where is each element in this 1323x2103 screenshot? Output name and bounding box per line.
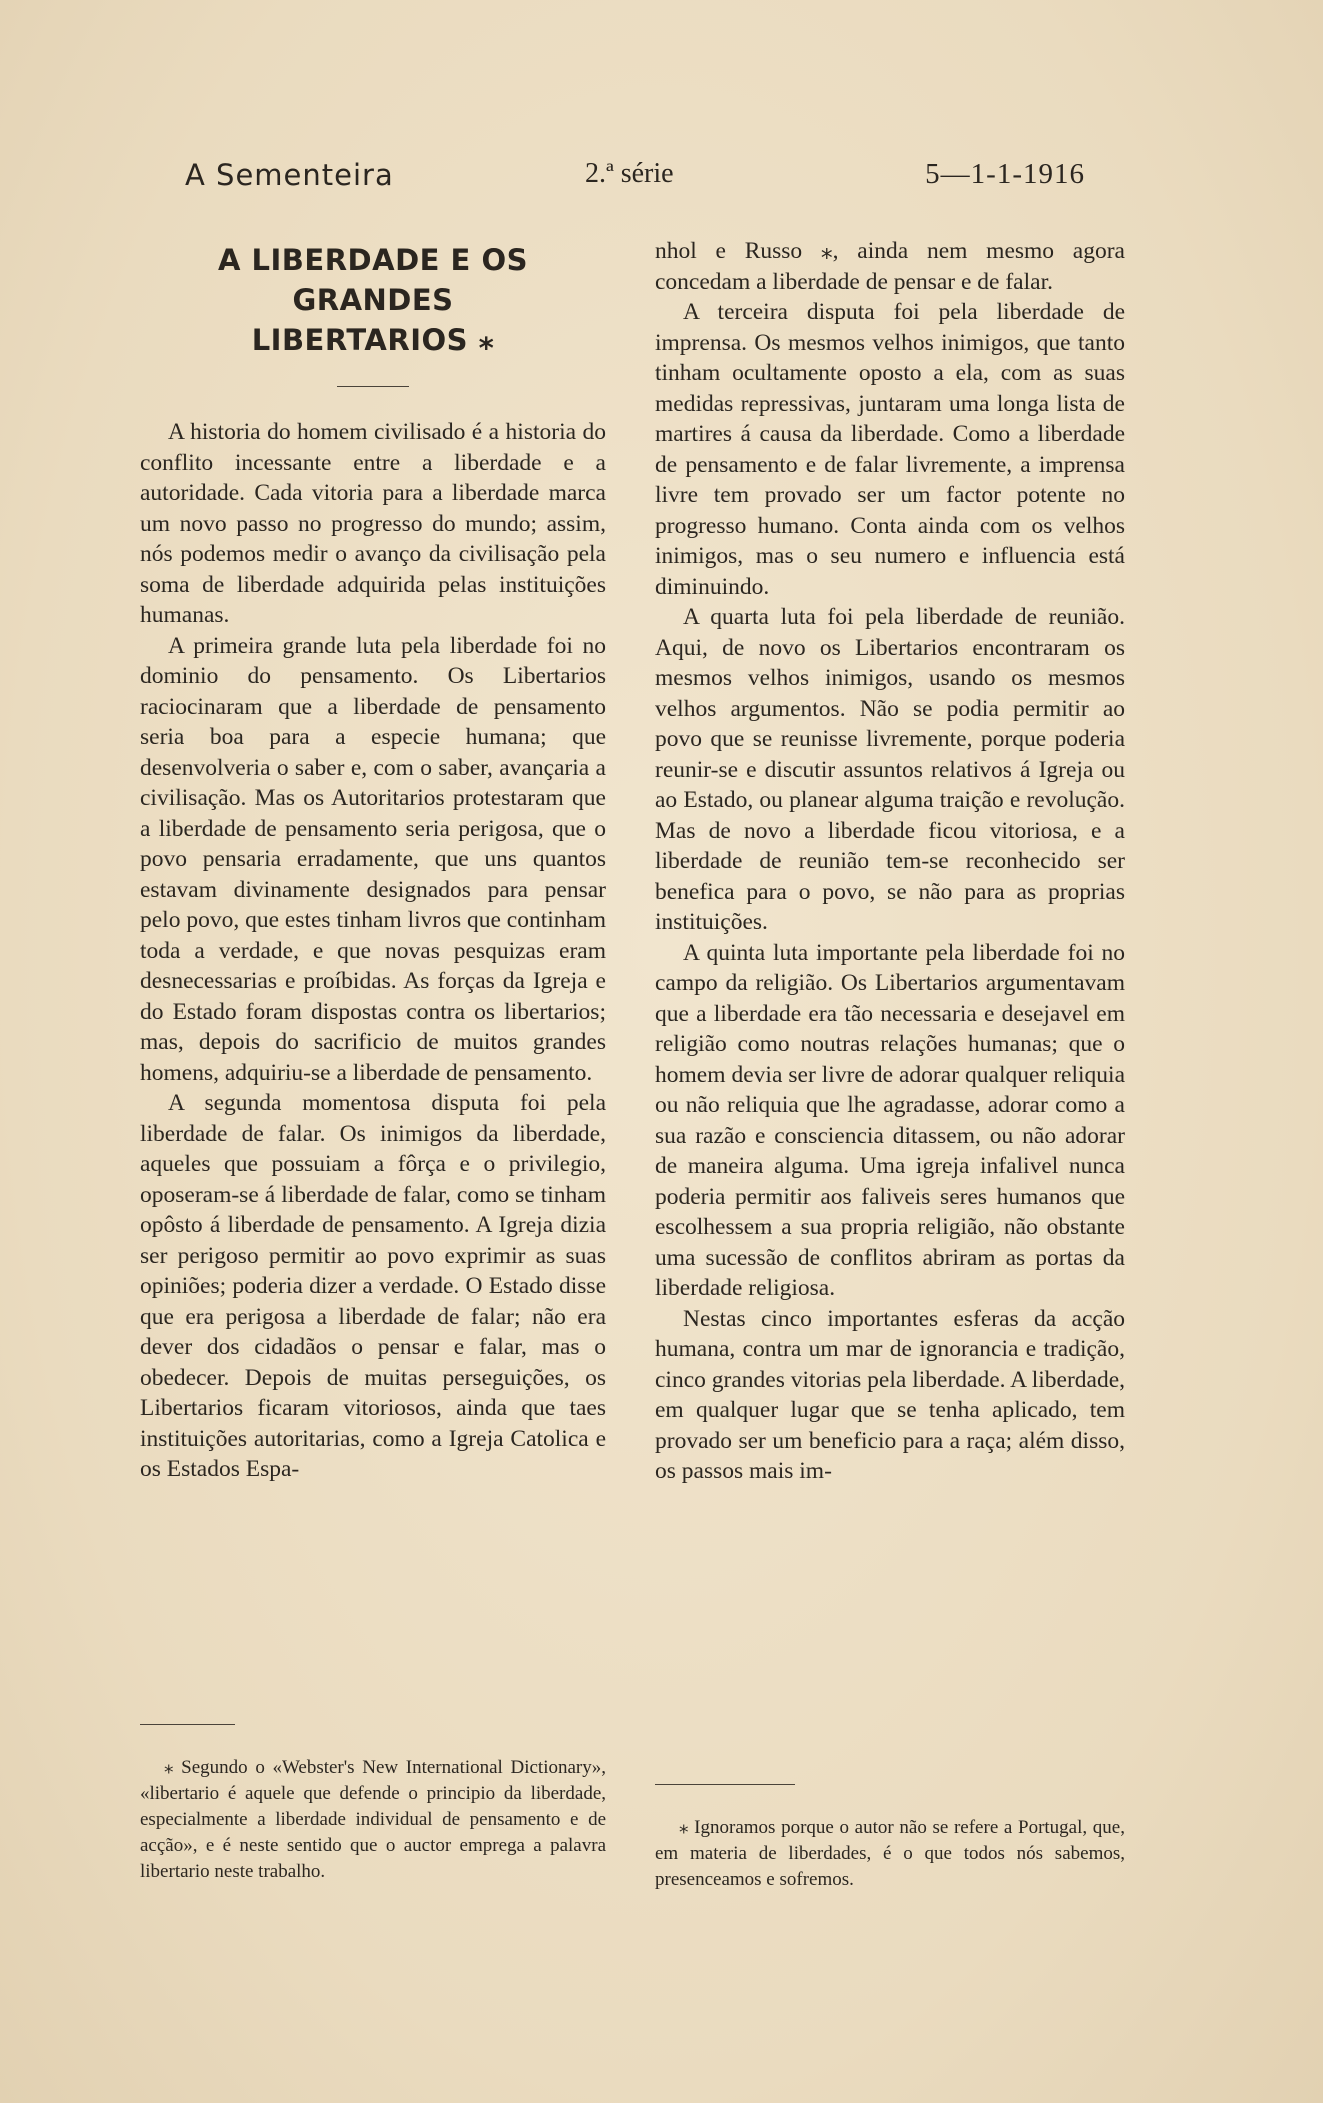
publication-name: A Sementeira [185, 158, 394, 192]
paragraph: A terceira disputa foi pela liberdade de imprensa. Os mesmos velhos inimigos, que tanto tinham ocultamente oposto a ela, com as suas medidas repressivas, juntaram uma longa lista de martires á causa da liberdade. Como a liberdade de pensamento e de falar livremente, a imprensa livre tem provado ser um factor potente no progresso humano. Conta ainda com os velhos inimigos, mas o seu numero e influencia está diminuindo. [655, 299, 1125, 600]
article-title-line-2: LIBERTARIOS ⁎ [251, 323, 495, 357]
paragraph: A segunda momentosa disputa foi pela liberdade de falar. Os inimigos da liberdade, aqueles que possuiam a fôrça e o privilegio, oposeram-se á liberdade de falar, como se tinham opôsto á liberdade de pensamento. A Igreja dizia ser perigoso permitir ao povo exprimir as suas opiniões; poderia dizer a verdade. O Estado disse que era perigosa a liberdade de falar; não era dever dos cidadãos o pensar e falar, mas o obedecer. Depois de muitas perseguições, os Libertarios ficaram vitoriosos, ainda que taes instituições autoritarias, como a Igreja Catolica e os Estados Espa- [140, 1090, 606, 1482]
footnote-text: ⁎ Ignoramos porque o autor não se refere a Portugal, que, em materia de liberdades, é o que todos nós sabemos, presenceamos e sofremos. [655, 1817, 1125, 1890]
right-column [655, 236, 1125, 1487]
article-title-line-1: A LIBERDADE E OS GRANDES [218, 243, 528, 317]
paragraph: Nestas cinco importantes esferas da acção humana, contra um mar de ignorancia e tradição, cinco grandes vitorias pela liberdade. A liberdade, em qualquer lugar que se tenha aplicado, tem provado ser um beneficio para a raça; além disso, os passos mais im- [655, 1305, 1125, 1484]
paragraph: A historia do homem civilisado é a historia do conflito incessante entre a liberdade e a autoridade. Cada vitoria para a liberdade marca um novo passo no progresso do mundo; assim, nós podemos medir o avanço da civilisação pela soma de liberdade adquirida pelas instituições humanas. [140, 419, 606, 628]
series-label: 2.ª série [585, 158, 674, 189]
paragraph: A quinta luta importante pela liberdade foi no campo da religião. Os Libertarios argumentavam que a liberdade era tão necessaria e desejavel em religião como noutras relações humanas; que o homem devia ser livre de adorar qualquer reliquia ou não reliquia que lhe agradasse, adorar como a sua razão e consciencia ditassem, ou não adorar de maneira alguma. Uma igreja infalivel nunca poderia permitir aos faliveis seres humanos que escolhessem a sua propria religião, não obstante uma sucessão de conflitos abriram as portas da liberdade religiosa. [655, 939, 1125, 1301]
title-divider [337, 386, 409, 387]
footnote-divider-left [140, 1724, 235, 1725]
paragraph: A primeira grande luta pela liberdade foi no dominio do pensamento. Os Libertarios raciocinaram que a liberdade de pensamento seria boa para a especie humana; que desenvolveria o saber e, com o saber, avançaria a civilisação. Mas os Autoritarios protestaram que a liberdade de pensamento seria perigosa, que o povo pensaria erradamente, que uns quantos estavam divinamente designados para pensar pelo povo, que estes tinham livros que continham toda a verdade, e que novas pesquizas eram desnecessarias e proíbidas. As forças da Igreja e do Estado foram dispostas contra os libertarios; mas, depois do sacrificio de muitos grandes homens, adquiriu-se a liberdade de pensamento. [140, 632, 606, 1086]
footnote-left [140, 1755, 606, 1885]
article-title [140, 240, 606, 360]
footnote-text: ⁎ Segundo o «Webster's New International Dictionary», «libertario é aquele que defende o principio da liberdade, especialmente a liberdade individual de pensamento e de acção», e é neste sentido que o auctor emprega a palavra libertario neste trabalho. [140, 1757, 606, 1882]
footnote-right [655, 1815, 1125, 1893]
page-header [185, 158, 1085, 198]
footnote-divider-right [655, 1784, 795, 1785]
paragraph-continued: nhol e Russo ⁎, ainda nem mesmo agora concedam a liberdade de pensar e de falar. [655, 238, 1125, 295]
issue-date: 5—1-1-1916 [925, 158, 1085, 190]
left-column [140, 236, 606, 1485]
paragraph: A quarta luta foi pela liberdade de reunião. Aqui, de novo os Libertarios encontraram os mesmos velhos inimigos, usando os mesmos velhos argumentos. Não se podia permitir ao povo que se reunisse livremente, porque poderia reunir-se e discutir assuntos relativos á Igreja ou ao Estado, ou planear alguma traição e revolução. Mas de novo a liberdade ficou vitoriosa, e a liberdade de reunião tem-se reconhecido ser benefica para o povo, se não para as proprias instituições. [655, 604, 1125, 935]
